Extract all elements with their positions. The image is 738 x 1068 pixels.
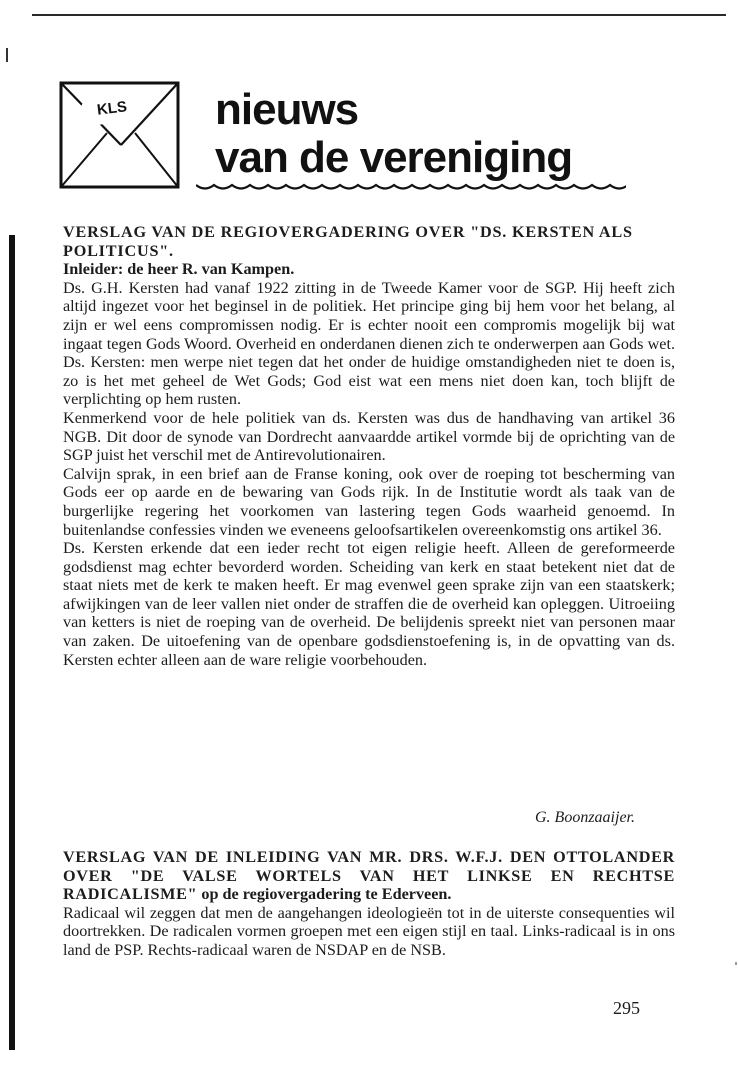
header-line-1: nieuws [215, 85, 359, 134]
article-1-author: G. Boonzaaijer. [535, 809, 635, 826]
article-2 [63, 848, 675, 960]
page-number: 295 [613, 998, 640, 1018]
paragraph: Calvijn sprak, in een brief aan de Franse koning, ook over de roeping tot bescherming van Gods eer op aarde en de bewaring van Gods rijk. In de Institutie wordt als taak van de burgerlijke regering het voorkomen van lastering tegen Gods waarheid genoemd. In buitenlandse confessies vinden we eveneens geloofsartikelen overeenkomstig ons artikel 36. [63, 464, 675, 539]
top-rule [32, 14, 726, 16]
paragraph: Ds. Kersten erkende dat een ieder recht tot eigen religie heeft. Alleen de gereformeerde godsdienst mag echter bevorderd worden. Scheiding van kerk en staat betekent niet dat de staat niets met de kerk te maken heeft. Er mag evenwel geen sprake zijn van een staatskerk; afwijkingen van de leer vallen niet onder de straffen die de overheid kan opleggen. Uitroeiing van ketters is niet de roeping van de overheid. De belijdenis spreekt niet van personen maar van zaken. De uitoefening van de openbare godsdienstoefening is, in de opvatting van ds. Kersten echter alleen aan de ware religie voorbehouden. [63, 539, 675, 669]
article-2-heading-suffix: op de regiovergadering te Ederveen. [197, 885, 452, 904]
paragraph: Ds. G.H. Kersten had vanaf 1922 zitting in de Tweede Kamer voor de SGP. Hij heeft zich altijd ingezet voor het beginsel in de politiek. Het principe ging bij hem voor het belang, al zijn er wel eens compromissen nodig. Er is echter nooit een compromis mogelijk bij wat ingaat tegen Gods Woord. Overheid en onderdanen dienen zich te onderwerpen aan Gods wet. Ds. Kersten: men werpe niet tegen dat het onder de huidige omstandigheden niet te doen is, zo is het met geheel de Wet Gods; God eist wat een mens niet doen kan, toch blijft de verplichting op hem rusten. [63, 278, 675, 409]
paragraph: Kenmerkend voor de hele politiek van ds. Kersten was dus de handhaving van artikel 36 NGB. Dit door de synode van Dordrecht aanvaardde artikel vormde bij de oprichting van de SGP juist het verschil met de Antirevolutionairen. [63, 408, 675, 465]
logo-label: KLS [80, 91, 145, 126]
kls-envelope-logo [59, 81, 181, 189]
article-2-heading-main: VERSLAG VAN DE INLEIDING VAN MR. DRS. W.F.J. DEN OTTOLANDER OVER "DE VALSE WORTELS VAN HET LINKSE EN RECHTSE RADICALISME" [63, 848, 675, 904]
scan-speck [735, 962, 737, 965]
paragraph: Radicaal wil zeggen dat men de aangehangen ideologieën tot in de uiterste consequenties wil doortrekken. De radicalen vormen groepen met een eigen stijl en taal. Links-radicaal is in ons land de PSP. Rechts-radicaal waren de NSDAP en de NSB. [63, 903, 675, 959]
header-line-2: van de vereniging [215, 133, 573, 182]
header-wave-rule [196, 181, 626, 193]
article-1-heading: VERSLAG VAN DE REGIOVERGADERING OVER "DS. KERSTEN ALS POLITICUS". [63, 223, 633, 260]
article-2-heading [63, 848, 675, 904]
margin-mark [6, 48, 8, 62]
article-1-speaker: Inleider: de heer R. van Kampen. [63, 260, 295, 279]
article-1 [63, 223, 675, 669]
binding-edge [9, 235, 15, 1050]
